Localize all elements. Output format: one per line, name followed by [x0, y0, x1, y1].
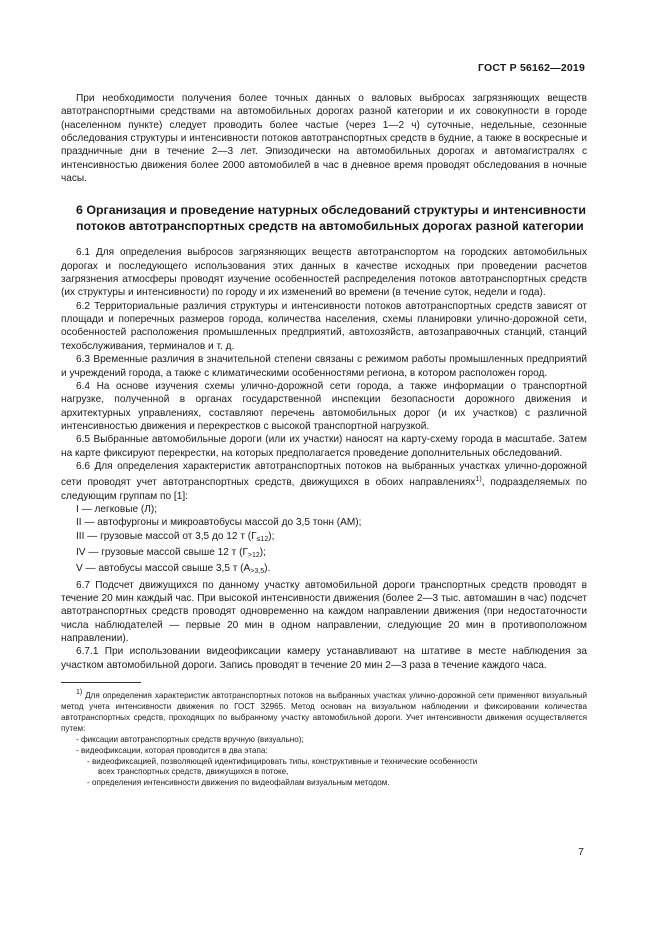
paragraph-6-6: 6.6 Для определения характеристик автотранспортных потоков на выбранных участках улично-дорожной сети проводят учет автотранспортных средств, движущихся в обоих направлениях$^{1)}$, подразделяемых по следующим группам по [1]: — [61, 460, 588, 502]
vehicle-group-5: V — автобусы массой свыше 3,5 т $(А_{>3,5})$. — [76, 563, 271, 576]
vehicle-group-1: I — легковые (Л); — [76, 503, 158, 515]
footnote-subbullet-1: - видеофиксацией, позволяющей идентифицировать типы, конструктивные и технические особенности — [87, 756, 478, 766]
footnote-subbullet-1-cont: всех транспортных средств, движущихся в потоке, — [98, 767, 289, 777]
intro-paragraph: При необходимости получения более точных данных о валовых выбросах загрязняющих веществ автотранспортными средствами на автомобильных дорогах разной категории и их совокупности в городе (населенном пункте) следует проводить более частые (через 1—2 ч) суточные, недельные, сезонные обследования структуры и интенсивности потоков автотранспортных средств в будние, а также в воскресные и праздничные дни в течение 2—3 лет. Эпизодически на автомобильных дорогах и автомагистралях с интенсивностью движения более 2000 автомобилей в час в дневное время проводят обследования в ночные часы. — [61, 93, 587, 185]
document-body — [61, 92, 587, 789]
footnote-subbullet-2: - определения интенсивности движения по видеофайлам визуальным методом. — [87, 778, 390, 788]
footnote: 1) Для определения характеристик автотранспортных потоков на выбранных участках улично-дорожной сети применяют визуальный метод учета интенсивности движения по ГОСТ 32965. Метод основан на визуальном наблюдении и фиксировании количества автотранспортных средств, проходящих по выбранному участку автомобильной дороги. Учет интенсивности движения осуществляется путем: — [61, 689, 587, 733]
paragraph-6-7: 6.7 Подсчет движущихся по данному участку автомобильной дороги транспортных средств проводят в течение 20 мин каждый час. При высокой интенсивности движения (более 2—3 тыс. автомашин в час) подсчет автотранспортных средств проводят одновременно на каждом направлении движения (при недостаточности числа наблюдателей — первые 20 мин в одном направлении, следующие 20 мин в противоположном направлении). — [61, 579, 587, 645]
vehicle-group-3: III — грузовые массой от 3,5 до 12 т $(Г_{\le 12})$; — [76, 530, 275, 543]
footnote-bullet-2: - видеофиксации, которая проводится в два этапа: — [76, 745, 268, 755]
paragraph-6-3: 6.3 Временные различия в значительной степени связаны с режимом работы промышленных предприятий и учреждений города, а также с климатическими особенностями региона, в котором расположен город. — [61, 354, 587, 379]
vehicle-group-4: IV — грузовые массой свыше 12 т $(Г_{>12})$; — [76, 546, 266, 559]
document-header: ГОСТ Р 56162—2019 — [477, 62, 585, 74]
paragraph-6-2: 6.2 Территориальные различия структуры и интенсивности потоков автотранспортных средств зависят от площади и поперечных размеров города, количества населения, схемы планировки улично-дорожной сети, особенностей расположения промышленных предприятий, автохозяйств, автозаправочных станций, станций техобслуживания, терминалов и т. д. — [61, 300, 587, 352]
paragraph-6-7-1: 6.7.1 При использовании видеофиксации камеру устанавливают на штативе в месте наблюдения за участком автомобильной дороги. Запись проводят в течение 20 мин 2—3 раза в течение каждого часа. — [61, 646, 587, 671]
footnote-ref: 1) — [475, 476, 482, 484]
paragraph-6-5: 6.5 Выбранные автомобильные дороги (или их участки) наносят на карту-схему города в масштабе. Затем на карте фиксируют перекрестки, на которых предполагается проведение дополнительных обследований. — [61, 434, 587, 459]
footnote-bullet-1: - фиксации автотранспортных средств вручную (визуально); — [76, 734, 304, 744]
paragraph-6-4: 6.4 На основе изучения схемы улично-дорожной сети города, а также информации о транспортной нагрузке, полученной в органах государственной инспекции безопасности дорожного движения и архитектурных управлениях, составляют перечень автомобильных дорог (и их участков) с различной интенсивностью движения и перекрестков с высокой транспортной нагрузкой. — [61, 380, 587, 432]
vehicle-group-2: II — автофургоны и микроавтобусы массой до 3,5 тонн (АМ); — [76, 517, 362, 529]
paragraph-6-1: 6.1 Для определения выбросов загрязняющих веществ автотранспортом на городских автомобильных дорогах и последующего использования этих данных в качестве исходных при проведении расчетов загрязнения атмосферы проводят изучение особенностей распределения потоков автотранспортных средств (их структуры и интенсивности) по городу и их изменений во времени (в течение суток, недели и года). — [61, 247, 587, 299]
page-number: 7 — [578, 846, 584, 858]
footnote-mark: 1) — [76, 689, 83, 697]
footnote-divider — [61, 682, 141, 683]
section-title: 6 Организация и проведение натурных обследований структуры и интенсивности потоков автотранспортных средств на автомобильных дорогах разной категории — [76, 203, 586, 233]
